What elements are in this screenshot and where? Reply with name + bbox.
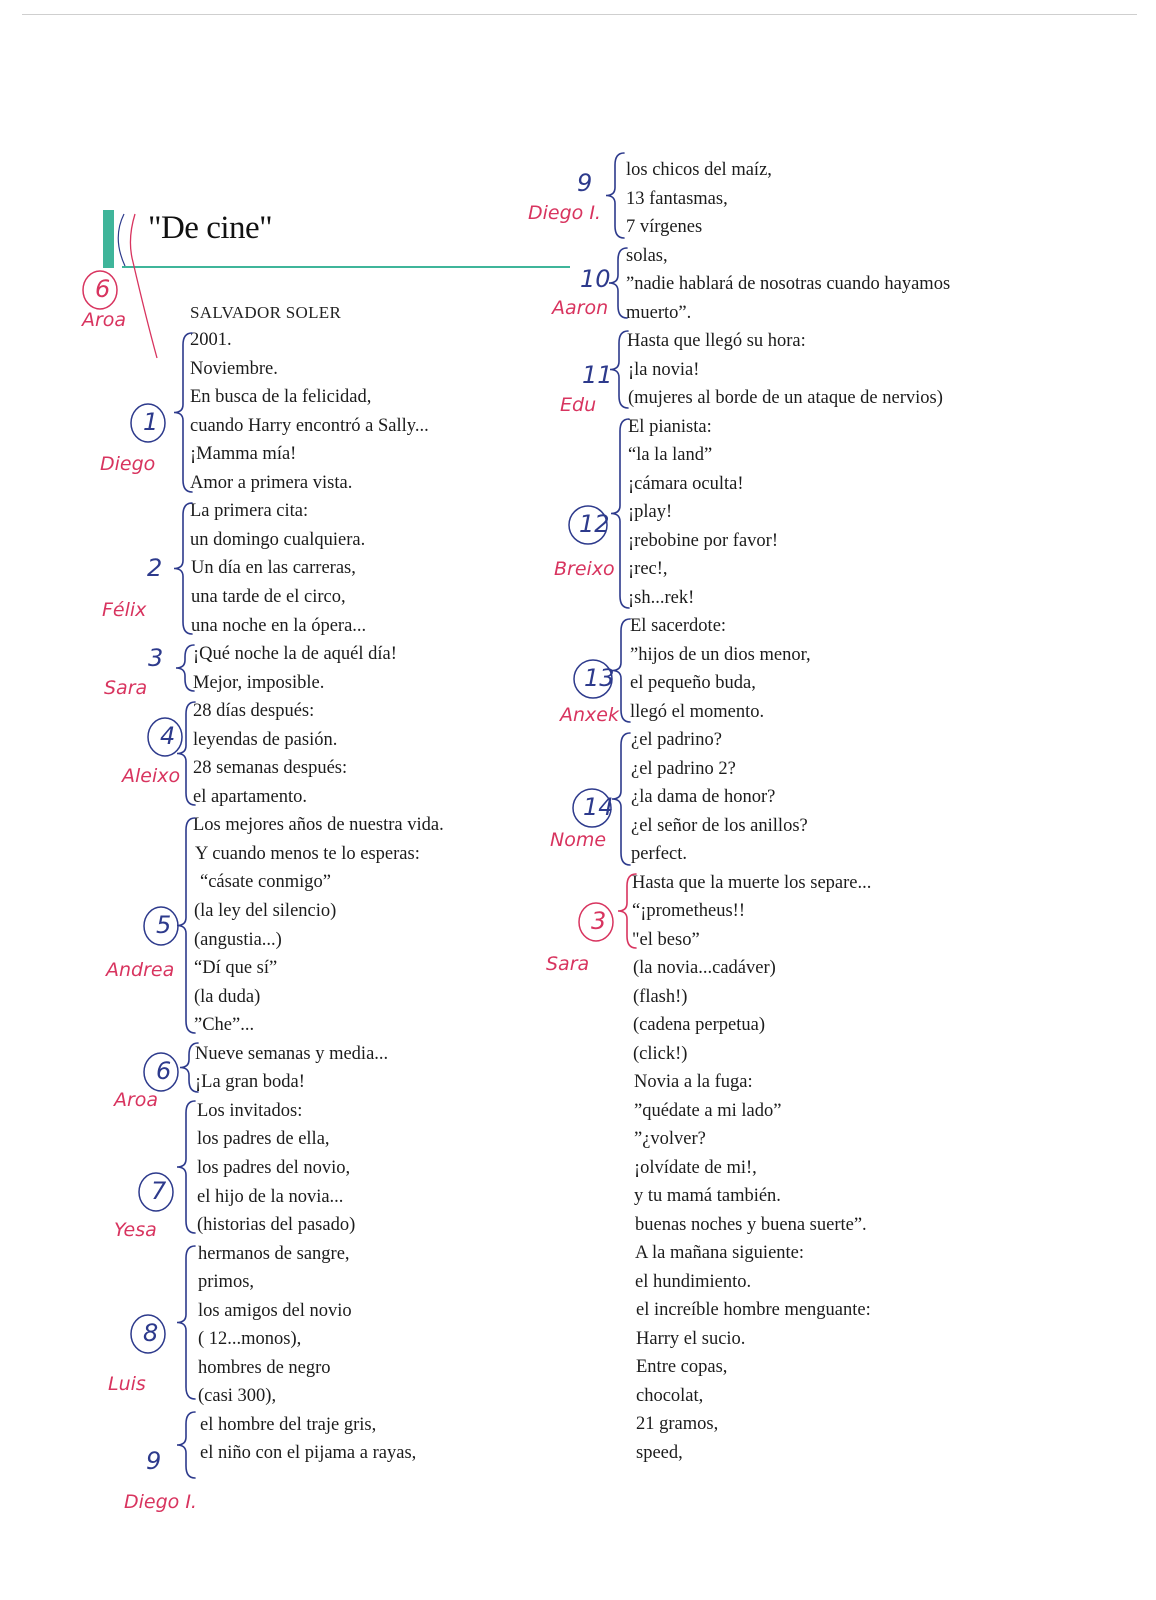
poem-line: el hombre del traje gris, bbox=[200, 1414, 377, 1435]
poem-line: (la duda) bbox=[194, 986, 261, 1007]
annotation-name: Diego I. bbox=[124, 1491, 197, 1513]
annotation-number: 4 bbox=[160, 722, 176, 750]
poem-line: A la mañana siguiente: bbox=[635, 1243, 805, 1263]
poem-line: ¡sh...rek! bbox=[628, 587, 695, 608]
annotation-number: 9 bbox=[146, 1447, 162, 1475]
bracket-mark bbox=[609, 248, 627, 318]
poem-line: ¡play! bbox=[628, 502, 673, 522]
bracket-mark bbox=[177, 818, 195, 1033]
bracket-mark bbox=[180, 1043, 198, 1092]
poem-line: 7 vírgenes bbox=[626, 217, 703, 237]
poem-line: ¡la novia! bbox=[628, 359, 700, 380]
annotation-number: 11 bbox=[582, 361, 613, 389]
poem-line: muerto”. bbox=[626, 302, 692, 323]
poem-line: hermanos de sangre, bbox=[198, 1243, 350, 1264]
bracket-mark bbox=[606, 153, 624, 238]
poem-line: los amigos del novio bbox=[198, 1300, 352, 1321]
poem-line: (casi 300), bbox=[198, 1386, 277, 1407]
poem-line: 28 semanas después: bbox=[193, 758, 348, 779]
annotation-number: 14 bbox=[583, 793, 614, 821]
poem-line: hombres de negro bbox=[198, 1357, 331, 1378]
poem-line: ¡La gran boda! bbox=[195, 1072, 305, 1093]
pen-stroke bbox=[118, 214, 125, 266]
poem-line: y tu mamá también. bbox=[634, 1186, 781, 1206]
poem-line: ¡Mamma mía! bbox=[190, 444, 297, 465]
poem-line: los padres de ella, bbox=[197, 1129, 330, 1150]
poem-line: llegó el momento. bbox=[630, 701, 765, 722]
annotation-number: 6 bbox=[95, 275, 111, 303]
poem-line: solas, bbox=[626, 245, 668, 266]
poem-line: perfect. bbox=[631, 844, 687, 864]
pen-stroke bbox=[130, 214, 157, 358]
poem-line: ( 12...monos), bbox=[198, 1329, 302, 1350]
poem-line: ¿el padrino 2? bbox=[631, 758, 736, 779]
poem-line: ”hijos de un dios menor, bbox=[630, 644, 811, 665]
poem-line: el pequeño buda, bbox=[630, 673, 756, 693]
bracket-mark bbox=[174, 503, 192, 634]
poem-line: Entre copas, bbox=[636, 1357, 728, 1377]
poem-line: el niño con el pijama a rayas, bbox=[200, 1443, 417, 1464]
annotation-number: 7 bbox=[151, 1177, 167, 1205]
poem-line: Amor a primera vista. bbox=[190, 472, 353, 493]
annotation-name: Diego I. bbox=[528, 202, 601, 224]
poem-line: Un día en las carreras, bbox=[191, 558, 356, 579]
poem-line: (flash!) bbox=[633, 986, 688, 1007]
annotation-number: 10 bbox=[580, 265, 611, 293]
poem-line: “Dí que sí” bbox=[194, 958, 278, 979]
poem-line: (cadena perpetua) bbox=[633, 1015, 765, 1035]
poem-line: (la ley del silencio) bbox=[194, 901, 337, 921]
poem-line: speed, bbox=[636, 1442, 683, 1463]
poem-line: Hasta que llegó su hora: bbox=[627, 331, 806, 351]
annotation-name: Aleixo bbox=[122, 765, 181, 787]
poem-line: 28 días después: bbox=[193, 701, 315, 722]
poem-line: ”Che”... bbox=[194, 1015, 255, 1036]
poem-line: Los mejores años de nuestra vida. bbox=[193, 815, 444, 836]
annotation-number: 3 bbox=[148, 644, 164, 672]
annotation-number: 3 bbox=[591, 907, 607, 935]
poem-line: (historias del pasado) bbox=[197, 1215, 356, 1236]
poem-line: buenas noches y buena suerte”. bbox=[635, 1214, 867, 1235]
poem-line: ¡cámara oculta! bbox=[628, 473, 744, 494]
poem-line: una noche en la ópera... bbox=[191, 615, 367, 636]
bracket-mark bbox=[612, 733, 630, 865]
poem-line: ¿el señor de los anillos? bbox=[631, 815, 808, 836]
poem-line: Los invitados: bbox=[197, 1100, 303, 1121]
annotation-number: 9 bbox=[577, 169, 593, 197]
annotation-number: 5 bbox=[156, 911, 172, 939]
poem-line: La primera cita: bbox=[190, 501, 309, 522]
poem-line: los padres del novio, bbox=[197, 1157, 351, 1178]
annotation-name: Diego bbox=[100, 453, 156, 475]
poem-line: (angustia...) bbox=[194, 929, 282, 950]
poem-line: cuando Harry encontró a Sally... bbox=[190, 415, 429, 436]
poem-line: Novia a la fuga: bbox=[634, 1072, 753, 1092]
bracket-mark bbox=[174, 333, 192, 492]
annotation-name: Aroa bbox=[82, 309, 127, 331]
poem-line: Harry el sucio. bbox=[636, 1328, 746, 1349]
poem-line: ”quédate a mi lado” bbox=[634, 1100, 782, 1121]
poem-line: el apartamento. bbox=[193, 786, 308, 807]
annotation-name: Aaron bbox=[552, 297, 609, 319]
poem-line: ”nadie hablará de nosotras cuando hayamos bbox=[626, 274, 951, 294]
bracket-mark bbox=[610, 331, 628, 408]
annotation-number: 8 bbox=[143, 1319, 159, 1347]
annotation-name: Edu bbox=[560, 394, 597, 416]
poem-line: primos, bbox=[198, 1272, 255, 1293]
annotation-name: Anxek bbox=[560, 704, 619, 726]
poem-line: 13 fantasmas, bbox=[626, 188, 728, 209]
poem-line: el hundimiento. bbox=[635, 1271, 752, 1292]
poem-line: “la la land” bbox=[628, 445, 713, 465]
annotation-name: Sara bbox=[546, 953, 590, 975]
poem-line: Y cuando menos te lo esperas: bbox=[195, 843, 420, 864]
poem-line: ”¿volver? bbox=[634, 1129, 706, 1149]
annotation-name: Yesa bbox=[114, 1219, 157, 1241]
annotation-number: 12 bbox=[579, 510, 610, 538]
annotation-name: Breixo bbox=[554, 558, 615, 580]
annotation-number: 6 bbox=[156, 1057, 172, 1085]
annotation-name: Luis bbox=[108, 1373, 146, 1395]
poem-line: En busca de la felicidad, bbox=[190, 387, 372, 408]
author-name: SALVADOR SOLER bbox=[190, 303, 342, 322]
annotation-number: 2 bbox=[147, 554, 163, 582]
bracket-mark bbox=[177, 1412, 195, 1478]
annotation-name: Sara bbox=[104, 677, 148, 699]
poem-line: El sacerdote: bbox=[630, 616, 727, 636]
poem-line: una tarde de el circo, bbox=[191, 586, 346, 607]
poem-line: “cásate conmigo” bbox=[200, 872, 331, 893]
annotation-number: 1 bbox=[143, 408, 159, 436]
poem-line: leyendas de pasión. bbox=[193, 729, 338, 750]
poem-line: el hijo de la novia... bbox=[197, 1186, 344, 1207]
bracket-mark bbox=[177, 1101, 195, 1233]
poem-line: el increíble hombre menguante: bbox=[636, 1300, 871, 1320]
poem-line: Nueve semanas y media... bbox=[195, 1043, 389, 1064]
poem-line: (click!) bbox=[633, 1043, 688, 1064]
poem-line: ¡rebobine por favor! bbox=[628, 530, 778, 551]
poem-line: “¡prometheus!! bbox=[632, 901, 746, 921]
poem-line: 2001. bbox=[190, 330, 232, 350]
poem-line: ¿la dama de honor? bbox=[631, 787, 776, 807]
poem-line: Hasta que la muerte los separe... bbox=[632, 872, 872, 893]
annotation-name: Andrea bbox=[106, 959, 175, 981]
poem-line: ¡rec!, bbox=[628, 559, 668, 579]
annotation-name: Nome bbox=[550, 829, 607, 851]
poem-line: un domingo cualquiera. bbox=[190, 529, 366, 550]
poem-line: ¡Qué noche la de aquél día! bbox=[193, 644, 397, 665]
poem-line: (mujeres al borde de un ataque de nervios) bbox=[628, 388, 943, 408]
bracket-mark bbox=[176, 645, 194, 691]
poem-line: (la novia...cadáver) bbox=[633, 958, 776, 978]
bracket-mark bbox=[177, 1246, 195, 1399]
bracket-mark-red bbox=[618, 874, 636, 948]
poem-line: Noviembre. bbox=[190, 358, 278, 379]
poem-line: ¡olvídate de mi!, bbox=[634, 1157, 757, 1178]
poem-line: Mejor, imposible. bbox=[193, 672, 325, 693]
poem-line: "el beso” bbox=[632, 929, 700, 950]
poem-line: chocolat, bbox=[636, 1385, 704, 1406]
annotation-name: Aroa bbox=[114, 1089, 159, 1111]
document-title: "De cine" bbox=[148, 210, 273, 246]
poem-line: 21 gramos, bbox=[636, 1414, 719, 1434]
poem-line: El pianista: bbox=[628, 416, 712, 437]
bracket-mark bbox=[177, 702, 195, 805]
poem-line: ¿el padrino? bbox=[631, 730, 722, 750]
annotation-number: 13 bbox=[584, 664, 615, 692]
poem-line: los chicos del maíz, bbox=[626, 160, 772, 180]
annotation-name: Félix bbox=[102, 599, 147, 621]
